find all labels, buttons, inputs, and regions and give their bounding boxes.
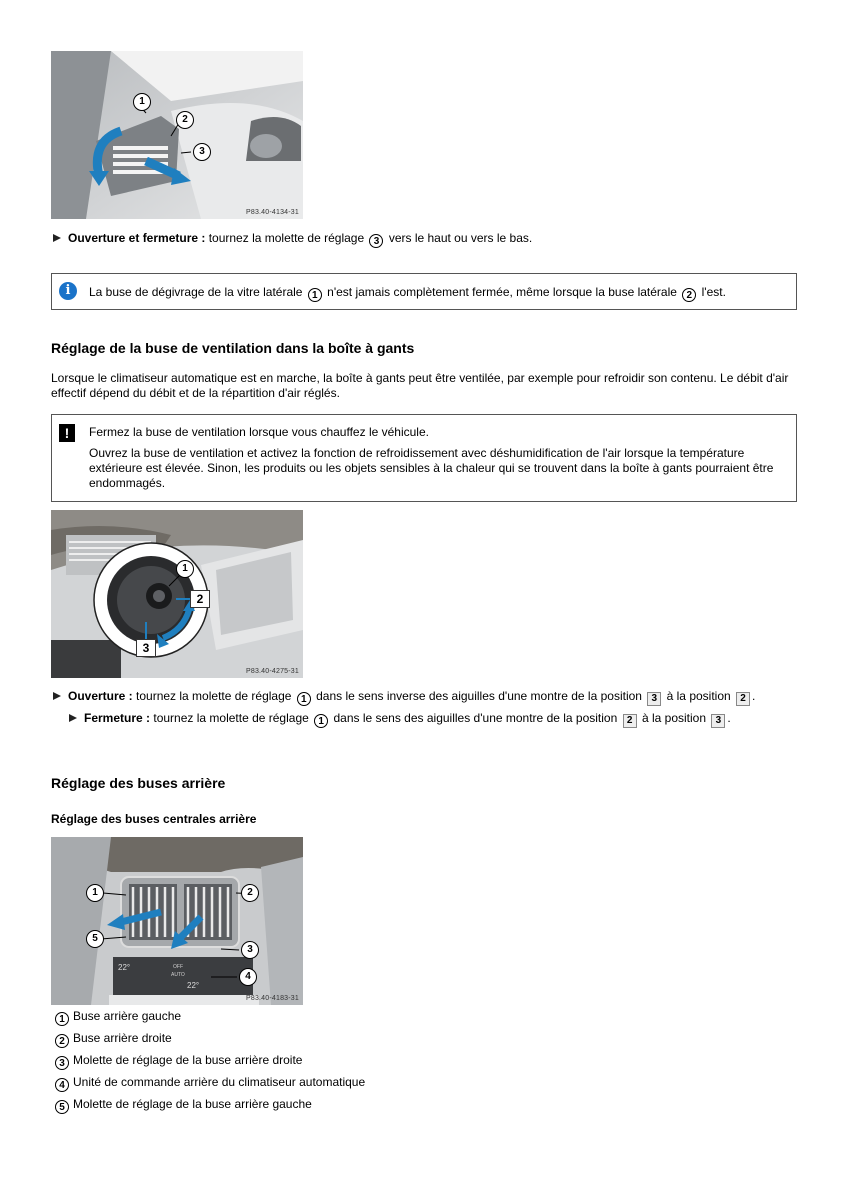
section-title-glovebox: Réglage de la buse de ventilation dans la boîte à gants — [51, 340, 415, 356]
callout-5: 5 — [86, 930, 104, 948]
step-open-close: Ouverture et fermeture : tournez la molette de réglage 3 vers le haut ou vers le bas. — [53, 231, 813, 248]
display-temp-right: 22° — [187, 981, 200, 990]
info-icon: i — [59, 282, 77, 300]
legend-item: 4 Unité de commande arrière du climatiseur automatique — [55, 1075, 365, 1092]
display-temp-left: 22° — [118, 963, 131, 972]
step-open: Ouverture : tournez la molette de réglage 1 dans le sens inverse des aiguilles d'une montre de la position 3 à la position 2 . — [53, 689, 843, 706]
legend-item: 2 Buse arrière droite — [55, 1031, 172, 1048]
warning-line-2: Ouvrez la buse de ventilation et activez la fonction de refroidissement avec déshumidification de l'air lorsque la température extérieure est élevée. Sinon, les produits ou les objets sensibles à la chaleur qui se trouvent dans la boîte à gants pourraient être endommagés. — [89, 446, 774, 490]
callout-3: 3 — [193, 143, 211, 161]
info-note — [51, 273, 797, 310]
info-note-text: La buse de dégivrage de la vitre latérale 1 n'est jamais complètement fermée, même lorsque la buse latérale 2 l'est. — [89, 285, 726, 301]
figure-glovebox-vent — [51, 510, 303, 678]
step-arrow-icon — [53, 692, 61, 700]
legend-item: 3 Molette de réglage de la buse arrière droite — [55, 1053, 302, 1070]
legend-item: 1 Buse arrière gauche — [55, 1009, 181, 1026]
step-arrow-icon — [53, 234, 61, 242]
step-arrow-icon — [69, 714, 77, 722]
callout-2: 2 — [241, 884, 259, 902]
callout-2: 2 — [176, 111, 194, 129]
legend-item: 5 Molette de réglage de la buse arrière gauche — [55, 1097, 312, 1114]
callout-1: 1 — [176, 560, 194, 578]
warning-line-1: Fermez la buse de ventilation lorsque vous chauffez le véhicule. — [89, 425, 429, 439]
section-paragraph: Lorsque le climatiseur automatique est en marche, la boîte à gants peut être ventilée, par exemple pour refroidir son contenu. Le débit d'air effectif dépend du débit et de la répartition d'air réglés. — [51, 371, 789, 400]
ref-circle: 3 — [369, 234, 383, 248]
callout-2: 2 — [190, 590, 210, 608]
callout-4: 4 — [239, 968, 257, 986]
figure-code: P83.40-4183-31 — [245, 995, 299, 1002]
section-title-rear: Réglage des buses arrière — [51, 775, 226, 791]
figure-side-vent — [51, 51, 303, 219]
warning-icon: ! — [59, 424, 75, 442]
figure-rear-vents — [51, 837, 303, 1005]
display-mode-off: OFF — [173, 964, 183, 970]
callout-1: 1 — [86, 884, 104, 902]
display-mode-auto: AUTO — [171, 972, 185, 978]
subsection-title-rear-center: Réglage des buses centrales arrière — [51, 812, 257, 826]
figure-code: P83.40-4134-31 — [245, 209, 299, 216]
callout-3: 3 — [136, 639, 156, 657]
callout-1: 1 — [133, 93, 151, 111]
warning-note — [51, 414, 797, 502]
callout-3: 3 — [241, 941, 259, 959]
step-close: Fermeture : tournez la molette de réglage 1 dans le sens des aiguilles d'une montre de la position 2 à la position 3 . — [69, 711, 839, 728]
figure-code: P83.40-4275-31 — [245, 668, 299, 675]
